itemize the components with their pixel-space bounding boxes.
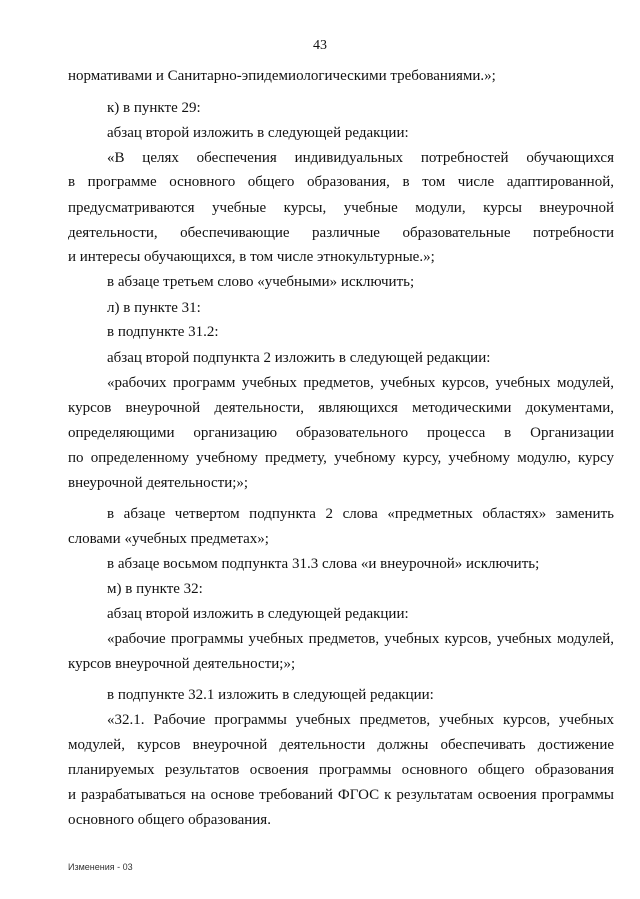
page-number: 43 (313, 38, 327, 53)
text-line: определяющими организацию образовательного процесса в Организации (68, 425, 614, 441)
text-line: и интересы обучающихся, в том числе этнокультурные.»; (68, 249, 435, 265)
text-line: «рабочие программы учебных предметов, учебных курсов, учебных модулей, (107, 631, 614, 647)
text-line: планируемых результатов освоения программы основного общего образования (68, 762, 614, 778)
text-line: в абзаце восьмом подпункта 31.3 слова «и внеурочной» исключить; (107, 556, 540, 572)
text-line: в программе основного общего образования, в том числе адаптированной, (68, 174, 614, 190)
text-line: абзац второй подпункта 2 изложить в следующей редакции: (107, 350, 491, 366)
text-line: по определенному учебному предмету, учебному курсу, учебному модулю, курсу (68, 450, 614, 466)
text-line: «В целях обеспечения индивидуальных потребностей обучающихся (107, 150, 614, 166)
text-line: к) в пункте 29: (107, 100, 201, 116)
text-line: в подпункте 32.1 изложить в следующей редакции: (107, 687, 434, 703)
text-line: основного общего образования. (68, 812, 271, 828)
text-line: абзац второй изложить в следующей редакции: (107, 125, 409, 141)
text-line: и разрабатываться на основе требований ФГОС к результатам освоения программы (68, 787, 614, 803)
text-line: предусматриваются учебные курсы, учебные модули, курсы внеурочной (68, 200, 614, 216)
text-line: в подпункте 31.2: (107, 324, 219, 340)
text-line: словами «учебных предметах»; (68, 531, 269, 547)
text-line: нормативами и Санитарно-эпидемиологическими требованиями.»; (68, 68, 496, 84)
text-line: внеурочной деятельности;»; (68, 475, 249, 491)
text-line: «рабочих программ учебных предметов, учебных курсов, учебных модулей, (107, 375, 614, 391)
text-line: в абзаце третьем слово «учебными» исключить; (107, 274, 415, 290)
footer-note: Изменения - 03 (68, 862, 133, 872)
text-line: модулей, курсов внеурочной деятельности должны обеспечивать достижение (68, 737, 614, 753)
text-line: в абзаце четвертом подпункта 2 слова «предметных областях» заменить (107, 506, 614, 522)
text-line: л) в пункте 31: (107, 300, 201, 316)
text-line: курсов внеурочной деятельности;»; (68, 656, 296, 672)
text-line: деятельности, обеспечивающие различные образовательные потребности (68, 225, 614, 241)
text-line: «32.1. Рабочие программы учебных предметов, учебных курсов, учебных (107, 712, 614, 728)
text-line: абзац второй изложить в следующей редакции: (107, 606, 409, 622)
text-line: м) в пункте 32: (107, 581, 203, 597)
text-line: курсов внеурочной деятельности, являющихся методическими документами, (68, 400, 614, 416)
